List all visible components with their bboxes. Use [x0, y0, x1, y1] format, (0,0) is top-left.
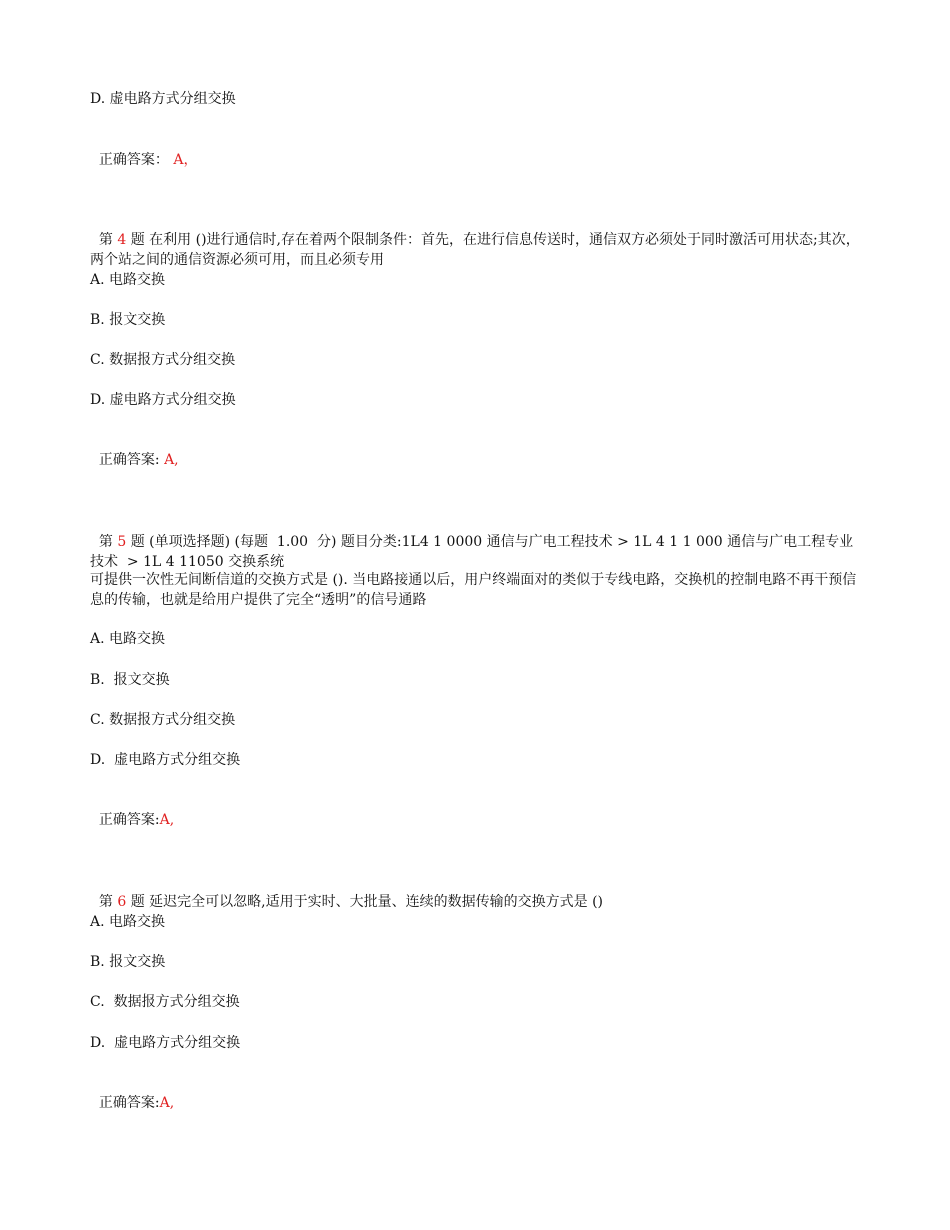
q6-option-b: B. 报文交换 [90, 954, 166, 970]
q6-answer [90, 1073, 860, 1113]
answer-value: A, [159, 1095, 175, 1111]
answer-label: 正确答案: [98, 1095, 160, 1111]
question-prefix: 第 [98, 232, 113, 248]
question-text: 题 (单项选择题) (每题 1.00 分) 题目分类:1L4 1 0000 通信与广电工程技术 > 1L 4 1 1 000 通信与广电工程专业技术 > 1L 4 11050 交换系统 [90, 534, 854, 570]
question-text: 题 延迟完全可以忽略,适用于实时、大批量、连续的数据传输的交换方式是 () [130, 894, 604, 910]
question-prefix: 第 [98, 534, 113, 550]
q6-option-a: A. 电路交换 [90, 914, 166, 930]
q5-option-b: B. 报文交换 [90, 672, 170, 688]
q3-option-d: D. 虚电路方式分组交换 [90, 91, 236, 107]
q6-option-d: D. 虚电路方式分组交换 [90, 1035, 241, 1051]
question-number: 4 [117, 232, 127, 248]
q4-option-a: A. 电路交换 [90, 272, 166, 288]
question-text: 题 在利用 ()进行通信时,存在着两个限制条件：首先，在进行信息传送时，通信双方必须处于同时激活可用状态;其次，两个站之间的通信资源必须可用，而且必须专用 [90, 232, 860, 268]
q5-header [90, 512, 860, 572]
answer-value: A, [159, 452, 179, 468]
q5-option-d: D. 虚电路方式分组交换 [90, 752, 241, 768]
q4-option-c: C. 数据报方式分组交换 [90, 352, 236, 368]
answer-value: A， [168, 152, 198, 168]
question-number: 5 [117, 534, 127, 550]
q6-stem [90, 872, 860, 912]
question-prefix: 第 [98, 894, 113, 910]
q3-answer [90, 130, 860, 170]
question-number: 6 [117, 894, 127, 910]
q4-stem [90, 210, 860, 270]
q6-option-c: C. 数据报方式分组交换 [90, 994, 240, 1010]
q5-stem: 可提供一次性无间断信道的交换方式是 (). 当电路接通以后，用户终端面对的类似于专线电路，交换机的控制电路不再干预信息的传输，也就是给用户提供了完全“透明”的信号通路 [90, 572, 857, 608]
q5-option-c: C. 数据报方式分组交换 [90, 712, 236, 728]
q5-option-a: A. 电路交换 [90, 631, 166, 647]
answer-label: 正确答案: [98, 452, 160, 468]
answer-label: 正确答案： [98, 152, 169, 168]
q4-option-b: B. 报文交换 [90, 312, 166, 328]
q5-answer [90, 790, 860, 830]
q4-answer [90, 430, 860, 470]
q4-option-d: D. 虚电路方式分组交换 [90, 392, 236, 408]
answer-label: 正确答案: [98, 812, 160, 828]
answer-value: A, [159, 812, 175, 828]
